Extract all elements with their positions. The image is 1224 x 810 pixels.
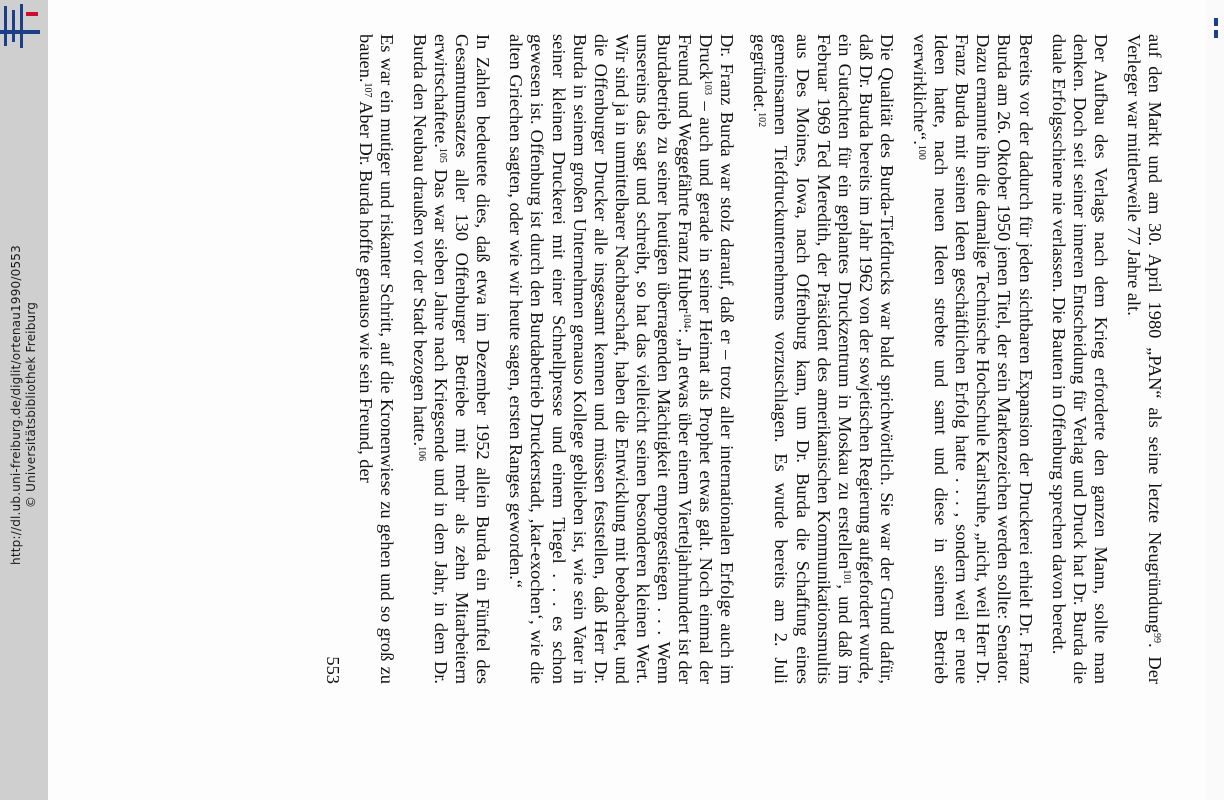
paragraph	[749, 34, 897, 684]
text-body	[355, 34, 1165, 684]
text-run: Das war sieben Jahre nach Kriegsende und in dem Jahr, in dem Dr. Burda den Neubau draußen vor der Stadt bezogen hatte.	[410, 34, 452, 684]
paragraph	[355, 34, 397, 684]
watermark-url: http://dl.ub.uni-freiburg.de/diglit/ortenau1990/0553	[9, 245, 23, 565]
text-run: auf den Markt und am 30. April 1980 „PAN“ als seine letzte Neugründung	[1145, 34, 1165, 634]
text-run: . Der Verleger war mittlerweile 77 Jahre alt.	[1123, 34, 1165, 684]
text-run: In Zahlen bedeutete dies, daß etwa im Dezember 1952 allein Burda ein Fünftel des Gesamtumsatzes aller 130 Offenburger Betriebe mit mehr als zehn Mitarbeitern erwirtschaftete.	[431, 34, 494, 684]
text-run: , und daß im Februar 1969 Ted Meredith, der Präsident des amerikanischen Kommunikationsmultis aus Des Moines, Iowa, nach Offenburg kam, um Dr. Burda die Schaffung eines gemeinsamen Tiefdruckunternehmens vorzuschlagen. Es wurde bereits am 2. Juli gegründet.	[750, 34, 855, 684]
text-run: : „In etwas über einem Vierteljahrhundert ist der Burdabetrieb zu seiner heutigen überragenden Mächtigkeit emporgestiegen . . . Wenn unsereins das sagt und schreibt, so hat das vielleicht seinen besonderen kleinen Wert. Wir sind ja in unmittelbarer Nachbarschaft, haben die Entwicklung mit beobachtet, und die Offenburger Drucker alle insgesamt kennen und müssen feststellen, daß Herr Dr. Burda in seinem großen Unternehmen genauso Kollege geblieben ist, wie sein Vater in seiner kleinen Druckerei mit einer Schnellpresse und einem Tiegel . . . es schon gewesen ist. Offenburg ist durch den Burdabetrieb Druckerstadt, ‚kat-exochen‘, wie die alten Griechen sagten, oder wie wir heute sagen, ersten Ranges geworden.“	[506, 34, 696, 684]
page-marker-icon	[1214, 18, 1218, 38]
text-run: Aber Dr. Burda hoffte genauso wie sein Freund, der	[355, 97, 376, 483]
footnote-ref: 105	[437, 147, 449, 163]
page-content	[200, 34, 1165, 684]
text-run: – auch und gerade in seiner Heimat als Prophet etwas galt. Noch einmal der Freund und Weggefährte Franz Huber	[675, 34, 717, 684]
viewer-sidebar	[0, 0, 48, 800]
footnote-ref: 103	[702, 79, 714, 95]
footnote-ref: 106	[416, 446, 427, 462]
footnote-ref: 107	[361, 82, 373, 98]
paragraph	[909, 34, 1036, 684]
paragraph	[1123, 34, 1165, 684]
text-run: Es war ein mutiger und riskanter Schritt, auf die Kronenwiese zu gehen und so groß zu bauen.	[355, 34, 397, 684]
text-run: Die Qualität des Burda-Tiefdrucks war bald sprichwörtlich. Sie war der Grund dafür, daß Dr. Burda bereits im Jahr 1962 von der sowjetischen Regierung aufgefordert wurde, ein Gutachten für ein geplantes Druckzentrum in Moskau zu erstellen	[834, 34, 897, 684]
paragraph	[409, 34, 493, 684]
footnote-ref: 99	[1151, 633, 1162, 644]
paragraph	[1048, 34, 1111, 684]
watermark	[0, 0, 48, 810]
footnote-ref: 100	[916, 144, 928, 160]
scanned-page	[48, 0, 1206, 800]
footnote-ref: 104	[681, 313, 693, 329]
watermark-copyright: © Universitätsbibliothek Freiburg	[24, 301, 38, 509]
footnote-ref: 101	[840, 569, 852, 585]
page-number: 553	[322, 656, 343, 684]
paragraph	[505, 34, 737, 684]
right-gutter	[1206, 0, 1224, 800]
text-run: Der Aufbau des Verlags nach dem Krieg erforderte den ganzen Mann, sollte man denken. Doch seit seiner inneren Entscheidung für Verlag und Druck hat Dr. Burda die duale Erfolgsschiene nie verlassen. Die Bauten in Offenburg sprechen davon beredt.	[1048, 34, 1111, 684]
footnote-ref: 102	[756, 112, 768, 128]
text-run: Dr. Franz Burda war stolz darauf, daß er – trotz aller internationalen Erfolge auch im Druck	[696, 34, 738, 684]
text-run: Bereits vor der dadurch für jeden sichtbaren Expansion der Druckerei erhielt Dr. Franz Burda am 26. Oktober 1950 jenen Titel, der sein Markenzeichen werden sollte: Senator. Dazu ernannte ihn die damalige Technische Hochschule Karlsruhe, „nicht, weil Herr Dr. Franz Burda mit seinen Ideen geschäftlichen Erfolg hatte . . . , sondern weil er neue Ideen hatte, nach neuen Ideen strebte und samt und diese in seinem Betrieb verwirklichte“.	[910, 34, 1036, 684]
